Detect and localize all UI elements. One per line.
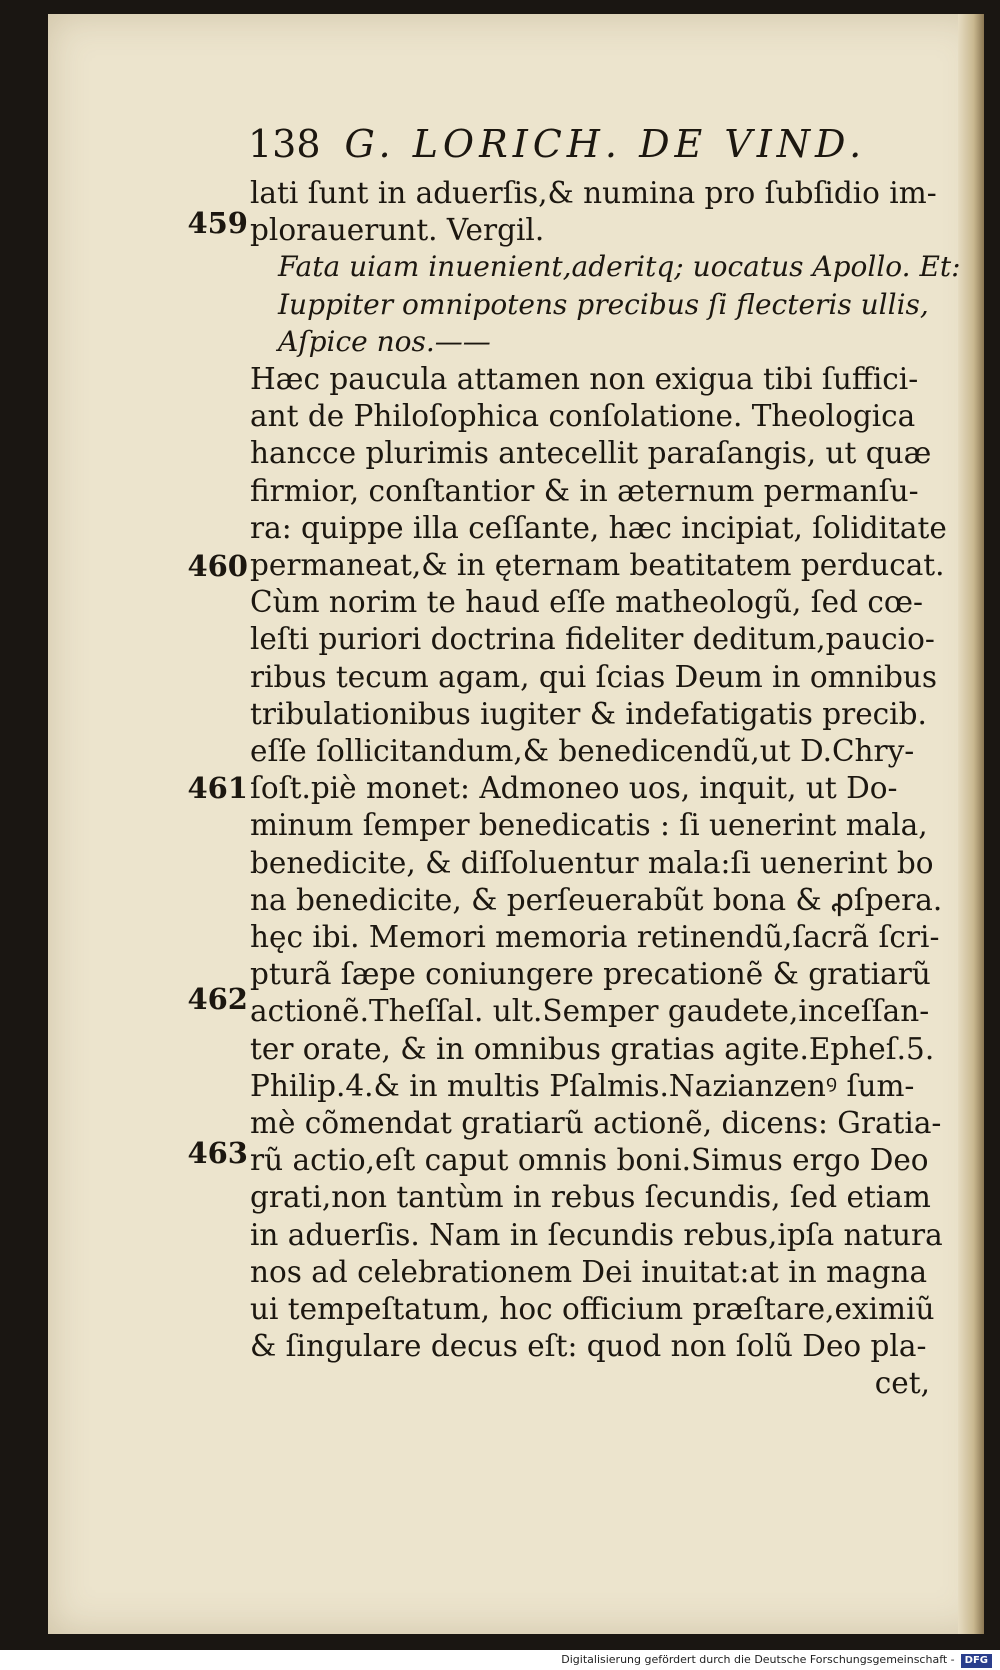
text-line: Philip.4.& in multis Pſalmis.Nazianzenꝰ ſum- bbox=[250, 1068, 915, 1103]
text-line: rũ actio,eſt caput omnis boni.Simus ergo Deo bbox=[250, 1143, 929, 1178]
dfg-logo: DFG bbox=[961, 1654, 992, 1668]
margin-number: 461 bbox=[187, 771, 248, 805]
book-page bbox=[48, 14, 984, 1634]
margin-number: 459 bbox=[187, 206, 248, 240]
text-line: mè cõmendat gratiarũ actionẽ, dicens: Gratia- bbox=[250, 1106, 942, 1140]
running-title: G. LORICH. DE VIND. bbox=[344, 122, 867, 166]
text-line: plorauerunt. Vergil. bbox=[250, 213, 545, 248]
text-line: ter orate, & in omnibus gratias agite.Epheſ.5. bbox=[250, 1031, 935, 1066]
text-line: hancce plurimis antecellit paraſangis, ut quæ bbox=[250, 436, 932, 471]
text-line: Fata uiam inuenient,aderitq; uocatus Apollo. Et: bbox=[278, 250, 961, 284]
text-line: minum ſemper benedicatis : ſi uenerint mala, bbox=[250, 808, 928, 843]
text-line: eſſe ſollicitandum,& benedicendũ,ut D.Chry- bbox=[250, 734, 915, 768]
text-line: nos ad celebrationem Dei inuitat:at in magna bbox=[250, 1254, 928, 1289]
text-line: ui tempeſtatum, hoc officium præſtare,eximiũ bbox=[250, 1292, 935, 1326]
text-line: in aduerſis. Nam in ſecundis rebus,ipſa natura bbox=[250, 1217, 943, 1252]
text-block bbox=[48, 14, 984, 1634]
text-line: pturã ſæpe coniungere precationẽ & gratiarũ bbox=[250, 957, 931, 992]
text-line: Cùm norim te haud eſſe matheologũ, ſed cœ- bbox=[250, 585, 923, 620]
text-line: cet, bbox=[874, 1366, 930, 1401]
text-line: permaneat,& in ęternam beatitatem perducat. bbox=[250, 548, 945, 582]
text-line: Aſpice nos.—— bbox=[278, 324, 491, 358]
margin-number: 463 bbox=[187, 1136, 248, 1170]
text-line: firmior, conſtantior & in æternum permanſu- bbox=[250, 473, 919, 508]
text-line: tribulationibus iugiter & indefatigatis precib. bbox=[250, 696, 927, 731]
text-line: ant de Philoſophica conſolatione. Theologica bbox=[250, 399, 916, 434]
text-line: benedicite, & diſſoluentur mala:ſi uenerint bo bbox=[250, 845, 934, 880]
margin-number: 462 bbox=[187, 982, 248, 1016]
text-line: & ſingulare decus eſt: quod non ſolũ Deo pla- bbox=[250, 1329, 927, 1364]
text-line: ra: quippe illa ceſſante, hæc incipiat, ſoliditate bbox=[250, 510, 947, 545]
digitization-footer bbox=[0, 1650, 1000, 1670]
text-line: ſoſt.piè monet: Admoneo uos, inquit, ut Do- bbox=[250, 771, 898, 806]
text-line: ribus tecum agam, qui ſcias Deum in omnibus bbox=[250, 659, 938, 694]
text-line: actionẽ.Theſſal. ult.Semper gaudete,inceſſan- bbox=[250, 994, 930, 1029]
text-line: lati ſunt in aduerſis,& numina pro ſubſidio im- bbox=[250, 176, 937, 210]
text-line: hęc ibi. Memori memoria retinendũ,ſacrã ſcri- bbox=[250, 920, 940, 954]
text-line: Hæc paucula attamen non exigua tibi ſuffici- bbox=[250, 362, 919, 396]
text-line: grati,non tantùm in rebus ſecundis, ſed etiam bbox=[250, 1180, 931, 1215]
text-line: na benedicite, & perſeuerabũt bona & ꝓſpera. bbox=[250, 882, 943, 917]
running-header bbox=[248, 122, 928, 166]
margin-number: 460 bbox=[187, 549, 248, 583]
text-line: leſti puriori doctrina fideliter deditum,paucio- bbox=[250, 622, 935, 657]
text-line: Iuppiter omnipotens precibus ſi flecteris ullis, bbox=[278, 287, 929, 321]
page-number: 138 bbox=[248, 122, 321, 166]
footer-text: Digitalisierung gefördert durch die Deutsche Forschungsgemeinschaft - bbox=[561, 1653, 955, 1666]
